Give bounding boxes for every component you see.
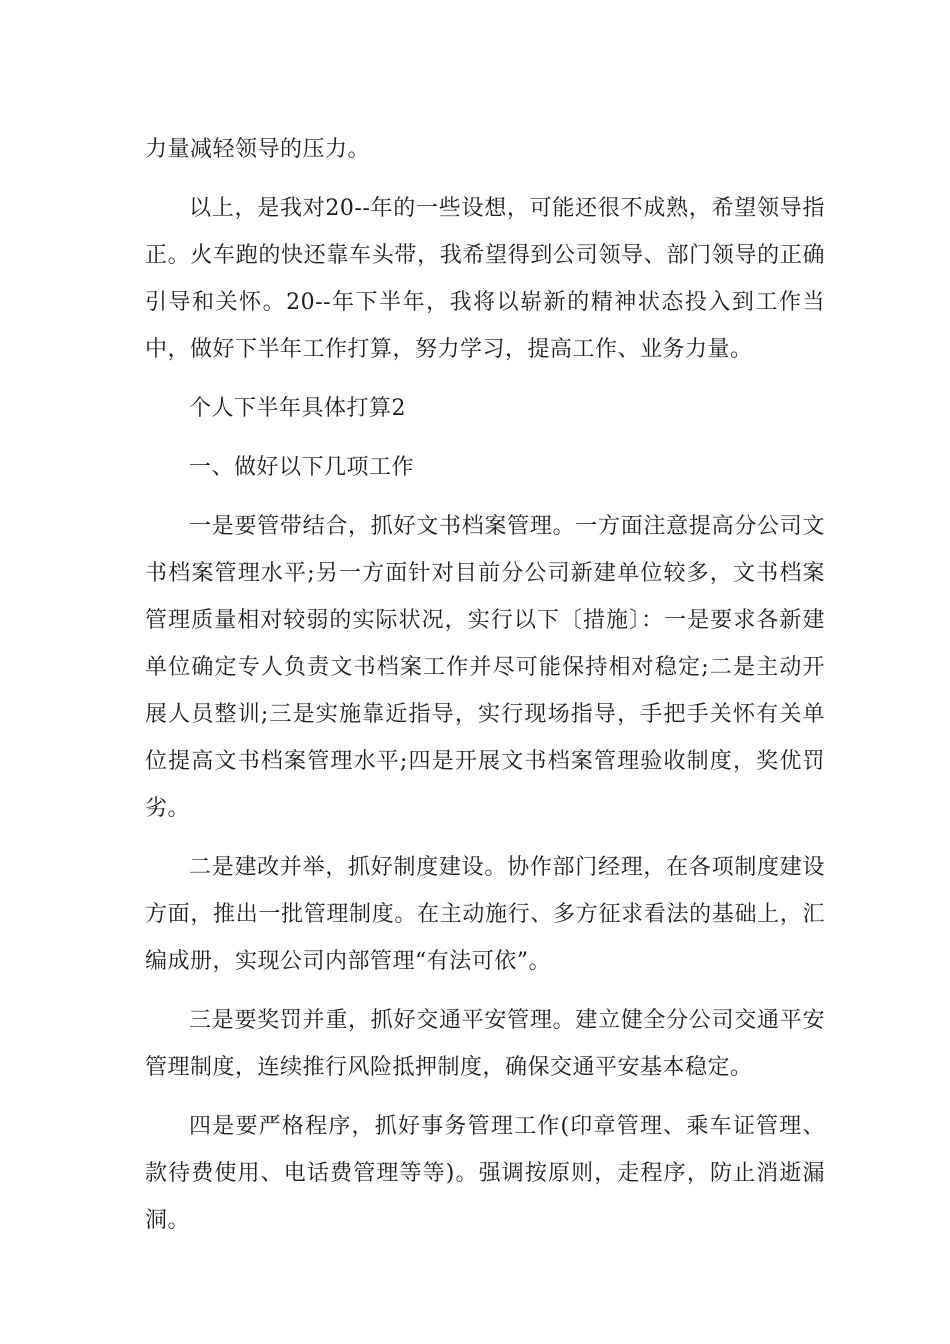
section-heading: 个人下半年具体打算2 [189,396,406,421]
paragraph-item-3: 三是要奖罚并重，抓好交通平安管理。建立健全分公司交通平安管理制度，连续推行风险抵押制度，确保交通平安基本稳定。 [145,1008,825,1080]
document-body [145,126,825,1256]
paragraph-continuation: 力量减轻领导的压力。 [145,137,371,162]
paragraph-conclusion: 以上，是我对20--年的一些设想，可能还很不成熟，希望领导指正。火车跑的快还靠车头带，我希望得到公司领导、部门领导的正确引导和关怀。20--年下半年，我将以崭新的精神状态投入到工作当中，做好下半年工作打算，努力学习，提高工作、业务力量。 [145,196,825,362]
paragraph-item-4: 四是要严格程序，抓好事务管理工作(印章管理、乘车证管理、款待费使用、电话费管理等等)。强调按原则，走程序，防止消逝漏洞。 [145,1114,825,1233]
paragraph-item-2: 二是建改并举，抓好制度建设。协作部门经理，在各项制度建设方面，推出一批管理制度。在主动施行、多方征求看法的基础上，汇编成册，实现公司内部管理“有法可依”。 [145,855,825,974]
subsection-heading: 一、做好以下几项工作 [189,455,415,480]
paragraph-item-1: 一是要管带结合，抓好文书档案管理。一方面注意提高分公司文书档案管理水平;另一方面针对目前分公司新建单位较多，文书档案管理质量相对较弱的实际状况，实行以下〔措施〕：一是要求各新建单位确定专人负责文书档案工作并尽可能保持相对稳定;二是主动开展人员整训;三是实施靠近指导，实行现场指导，手把手关怀有关单位提高文书档案管理水平;四是开展文书档案管理验收制度，奖优罚劣。 [145,514,825,821]
